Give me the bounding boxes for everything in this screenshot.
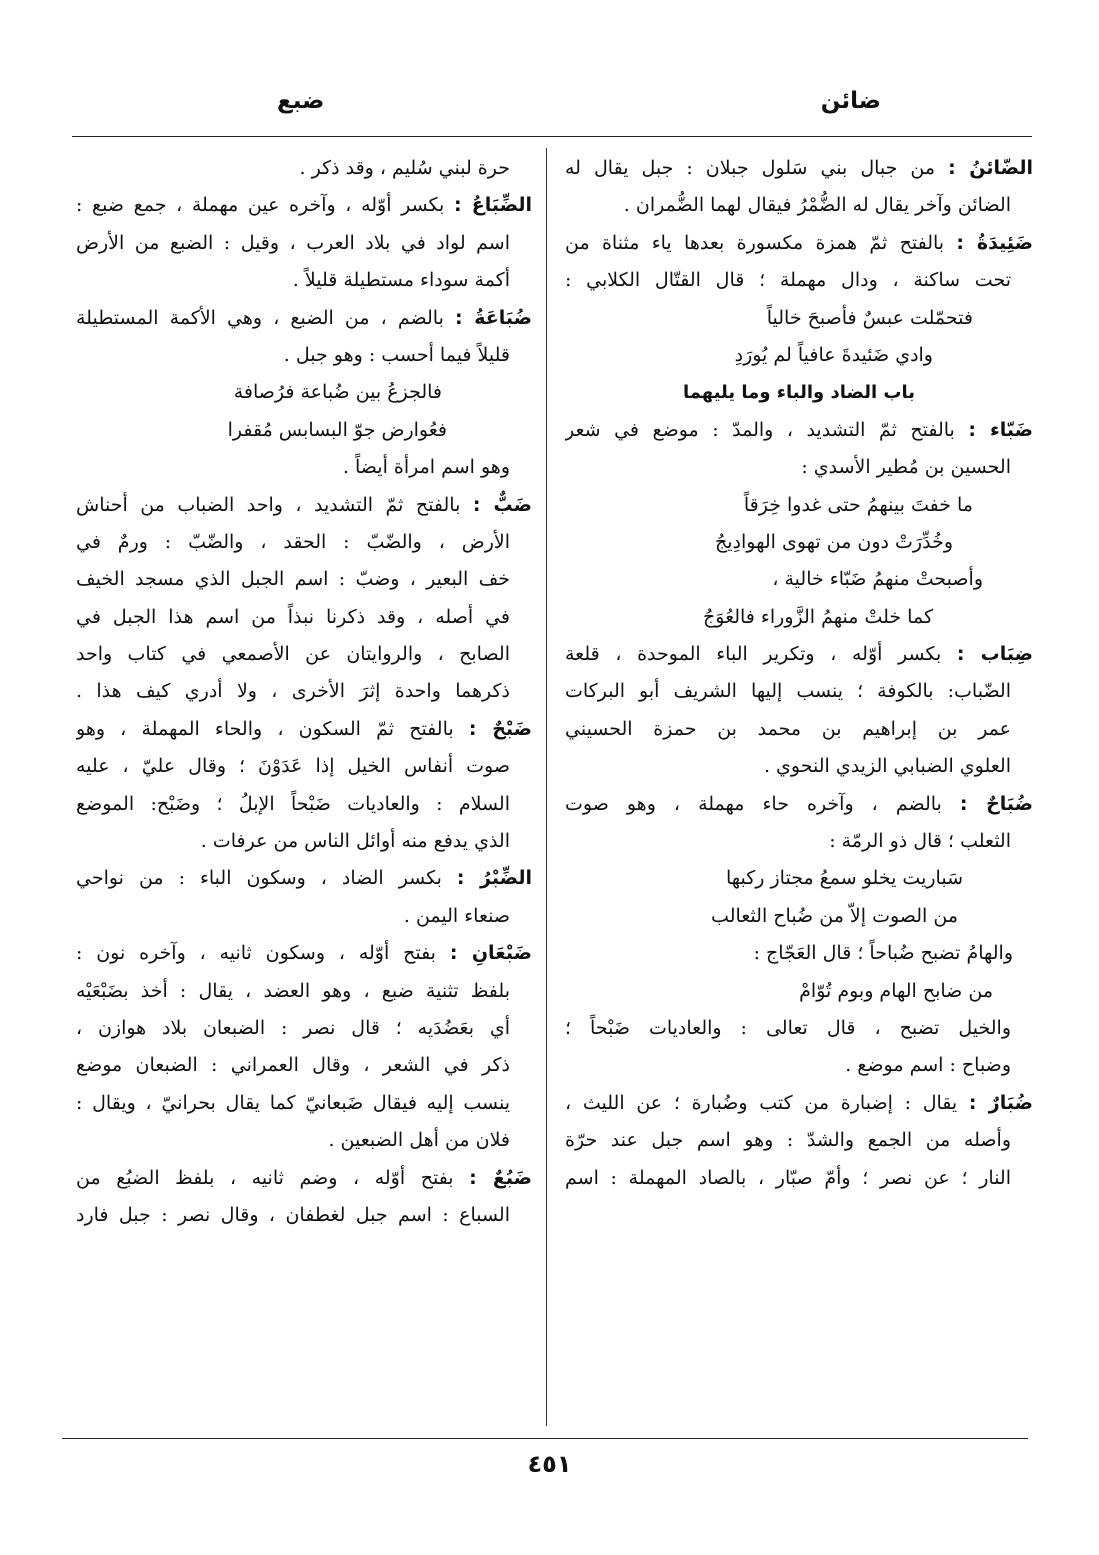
entry-definition: بالفتح ثمّ التشديد ، والمدّ : موضع في شعر: [565, 418, 969, 441]
right-text-line: [565, 412, 1033, 449]
right-text-line: [565, 150, 1033, 187]
entry-headword: ضُبَاعَةُ :: [454, 306, 532, 329]
left-text-line: ذكر في الشعر ، وقال العمراني : الضبعان موضع: [76, 1054, 510, 1077]
right-text-line: النار ؛ عن نصر ؛ وأمّ صبّار ، بالصاد المهملة : اسم: [565, 1166, 1011, 1189]
right-text-line: الحسين بن مُطير الأسدي :: [801, 456, 1011, 479]
left-text-line: السباع : اسم جبل لغطفان ، وقال نصر : جبل فارد: [76, 1203, 510, 1226]
footer-rule: [62, 1438, 1028, 1439]
left-text-line: صوت أنفاس الخيل إذا عَدَوْنَ ؛ وقال عليّ ، عليه: [76, 755, 510, 778]
left-text-line: [76, 187, 532, 224]
entry-headword: ضُبَارٌ :: [968, 1091, 1033, 1114]
left-text-line: الأرض ، والضّبّ : الحقد ، والضّبّ : ورمٌ في: [76, 530, 510, 553]
right-text-line: من ضابح الهام وبوم تُوّامْ: [799, 979, 993, 1002]
entry-definition: بفتح أوّله ، وضم ثانيه ، بلفظ الضبُع من: [76, 1166, 470, 1189]
entry-headword: الضِّبَاعُ :: [453, 194, 532, 217]
entry-definition: بالضم ، من الضبع ، وهي الأكمة المستطيلة: [76, 306, 455, 329]
left-text-line: خف البعير ، وضبّ : اسم الجبل الذي مسجد الخيف: [76, 568, 510, 591]
left-text-line: أكمة سوداء مستطيلة قليلاً .: [292, 269, 510, 292]
right-text-line: [565, 225, 1033, 262]
right-text-line: وادي ضَئيدةَ عافياً لم يُورَدِ: [734, 343, 933, 366]
left-text-line: وهو اسم امرأة أيضاً .: [342, 456, 510, 479]
left-text-line: [76, 711, 532, 748]
entry-headword: الضِّبْرُ :: [456, 867, 532, 890]
right-text-line: [565, 636, 1033, 673]
left-text-line: [76, 1160, 532, 1197]
entry-definition: بالفتح ثمّ السكون ، والحاء المهملة ، وهو: [76, 717, 469, 740]
right-text-line: العلوي الضبابي الزيدي النحوي .: [763, 755, 1011, 778]
entry-definition: من جبال بني سَلول جبلان : جبل يقال له: [565, 157, 949, 179]
entry-headword: ضَبْعَانِ :: [449, 942, 532, 965]
right-text-line: وخُدِّرَتْ دون من تهوى الهوادِيجُ: [714, 530, 953, 553]
page-number: ٤٥١: [527, 1450, 572, 1478]
left-text-line: في أصله ، وقد ذكرنا نبذاً من اسم هذا الجبل في: [76, 605, 510, 628]
right-text-line: [565, 786, 1033, 823]
entry-headword: ضَئِيدَةُ :: [956, 231, 1033, 254]
left-text-line: الذي يدفع منه أوائل الناس من عرفات .: [200, 830, 510, 853]
entry-definition: بفتح أوّله ، وسكون ثانيه ، وآخره نون :: [76, 942, 450, 965]
page-header-left-word: ضبع: [277, 88, 325, 114]
left-text-line: أي بعَضُدَيه ؛ قال نصر : الضبعان بلاد هوازن ،: [76, 1016, 510, 1039]
entry-definition: بكسر الضاد ، وسكون الباء : من نواحي: [76, 867, 457, 890]
entry-definition: يقال : إضبارة من كتب وضُبارة ؛ عن الليث ،: [565, 1091, 969, 1114]
right-text-line: الثعلب ؛ قال ذو الرمّة :: [829, 830, 1011, 853]
right-text-line: [565, 1085, 1033, 1122]
left-text-line: السلام : والعاديات ضَبْحاً الإبلُ ؛ وضَبْح: الموضع: [76, 792, 510, 815]
right-text-line: ما خفتَ بينهمُ حتى غدوا خِرَقاً: [743, 493, 973, 516]
left-text-line: حرة لبني سُليم ، وقد ذكر .: [299, 157, 510, 179]
entry-definition: بكسر أوّله ، وآخره عين مهملة ، جمع ضبع :: [76, 194, 454, 217]
right-text-line: من الصوت إلاّ من ضُباح الثعالب: [711, 904, 958, 927]
right-text-line: وضباح : اسم موضع .: [845, 1054, 1011, 1077]
right-text-line: تحت ساكنة ، ودال مهملة ؛ قال القتّال الكلابي :: [565, 269, 1011, 292]
column-divider: [546, 148, 547, 1426]
page-header-right-word: ضائن: [820, 88, 881, 114]
left-text-line: [76, 860, 532, 897]
left-text-line: فلان من أهل الضبعين .: [328, 1129, 510, 1152]
left-text-line: [76, 487, 532, 524]
right-text-line: فتحمّلت عبسٌ فأصبحَ خالياً: [766, 306, 973, 329]
right-text-line: الضائن وآخر يقال له الضُّمْرُ فيقال لهما الضُّمران .: [623, 194, 1011, 217]
right-text-line: كما خلتْ منهمُ الزَّوراء فالعُوَجُ: [702, 605, 933, 628]
right-text-line: الضّباب: بالكوفة ؛ ينسب إليها الشريف أبو البركات: [565, 680, 1011, 703]
entry-headword: ضَبٌّ :: [472, 493, 532, 516]
header-rule: [72, 136, 1032, 137]
entry-headword: ضَبْحٌ :: [468, 717, 532, 740]
left-text-line: قليلاً فيما أحسب : وهو جبل .: [283, 343, 510, 366]
right-text-line: باب الضاد والباء وما يليهما: [682, 382, 915, 404]
right-text-line: والهامُ تضبح ضُباحاً ؛ قال العَجّاج :: [753, 942, 1013, 965]
left-text-line: ذكرهما واحدة إثرَ الأخرى ، ولا أدري كيف هذا .: [76, 680, 510, 703]
entry-definition: بكسر أوّله ، وتكرير الباء الموحدة ، قلعة: [565, 643, 957, 666]
right-column: [565, 150, 1033, 1197]
left-text-line: بلفظ تثنية ضبع ، وهو العضد ، يقال : أخذ بضَبْعَيْه: [76, 979, 510, 1002]
right-text-line: وأصله من الجمع والشدّ : وهو اسم جبل عند حرّة: [565, 1129, 1011, 1152]
right-text-line: عمر بن إبراهيم بن محمد بن حمزة الحسيني: [565, 717, 1011, 740]
entry-definition: بالفتح ثمّ التشديد ، واحد الضباب من أحناش: [76, 493, 473, 516]
right-text-line: والخيل تضبح ، قال تعالى : والعاديات ضَبْحاً ؛: [565, 1016, 1011, 1039]
left-text-line: ينسب إليه فيقال ضَبعانيّ كما يقال بحرانيّ ، ويقال :: [76, 1091, 510, 1114]
left-text-line: فعُوارض جوّ البسابس مُقفرا: [227, 418, 447, 441]
entry-definition: بالفتح ثمّ همزة مكسورة بعدها ياء مثناة من: [565, 231, 957, 254]
entry-headword: ضِبَاب :: [956, 643, 1033, 666]
right-text-line: وأصبحتْ منهمُ ضَبّاء خالية ،: [772, 568, 983, 591]
entry-headword: ضَبّاء :: [968, 418, 1033, 441]
right-text-line: سَباريت يخلو سمعُ مجتاز ركبها: [725, 867, 963, 890]
left-text-line: الصابح ، والروايتان عن الأصمعي في كتاب واحد: [76, 643, 510, 666]
left-text-line: [76, 935, 532, 972]
entry-headword: ضُبَاحٌ :: [959, 792, 1033, 815]
left-text-line: فالجزعُ بين ضُباعة فرُصافة: [233, 381, 442, 404]
left-text-line: صنعاء اليمن .: [403, 904, 510, 927]
entry-headword: ضَبُعٌ :: [469, 1166, 532, 1189]
entry-headword: الضّائنُ :: [948, 157, 1033, 179]
left-column: [76, 150, 532, 1234]
entry-definition: بالضم ، وآخره حاء مهملة ، وهو صوت: [565, 792, 960, 815]
left-text-line: اسم لواد في بلاد العرب ، وقيل : الضبع من الأرض: [76, 231, 510, 254]
left-text-line: [76, 300, 532, 337]
